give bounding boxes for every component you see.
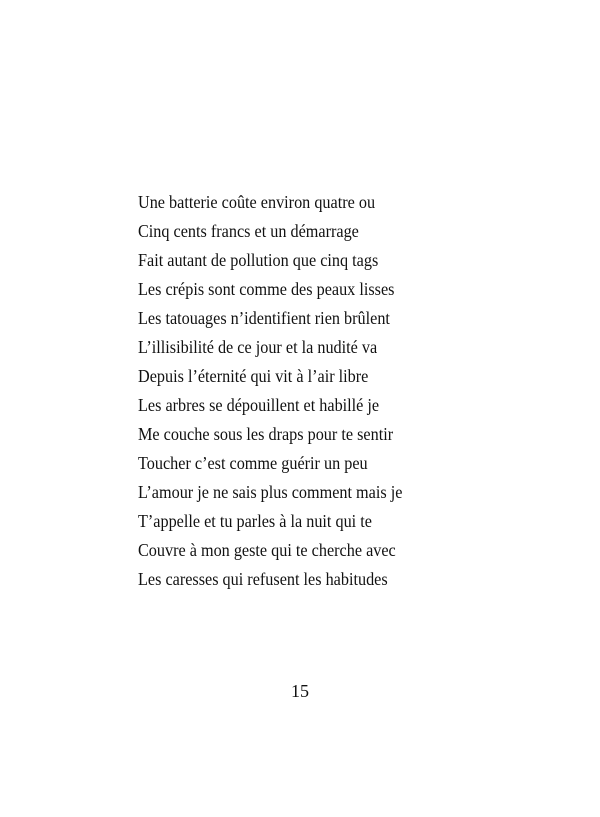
poem-line: Couvre à mon geste qui te cherche avec [138,540,396,560]
poem-line: T’appelle et tu parles à la nuit qui te [138,511,372,531]
poem-line: Depuis l’éternité qui vit à l’air libre [138,366,369,386]
poem-line: Toucher c’est comme guérir un peu [138,453,368,473]
poem-line: L’illisibilité de ce jour et la nudité va [138,337,378,357]
poem-line: Me couche sous les draps pour te sentir [138,424,394,444]
poem-line: Une batterie coûte environ quatre ou [138,192,376,212]
poem-text [138,188,432,594]
poem-line: Fait autant de pollution que cinq tags [138,250,379,270]
poem-line: Les tatouages n’identifient rien brûlent [138,308,390,328]
poem-line: Les arbres se dépouillent et habillé je [138,395,380,415]
poem-line: Les caresses qui refusent les habitudes [138,569,388,589]
poem-line: Cinq cents francs et un démarrage [138,221,359,241]
poem-line: Les crépis sont comme des peaux lisses [138,279,395,299]
page-number: 15 [291,681,309,701]
poem-line: L’amour je ne sais plus comment mais je [138,482,403,502]
